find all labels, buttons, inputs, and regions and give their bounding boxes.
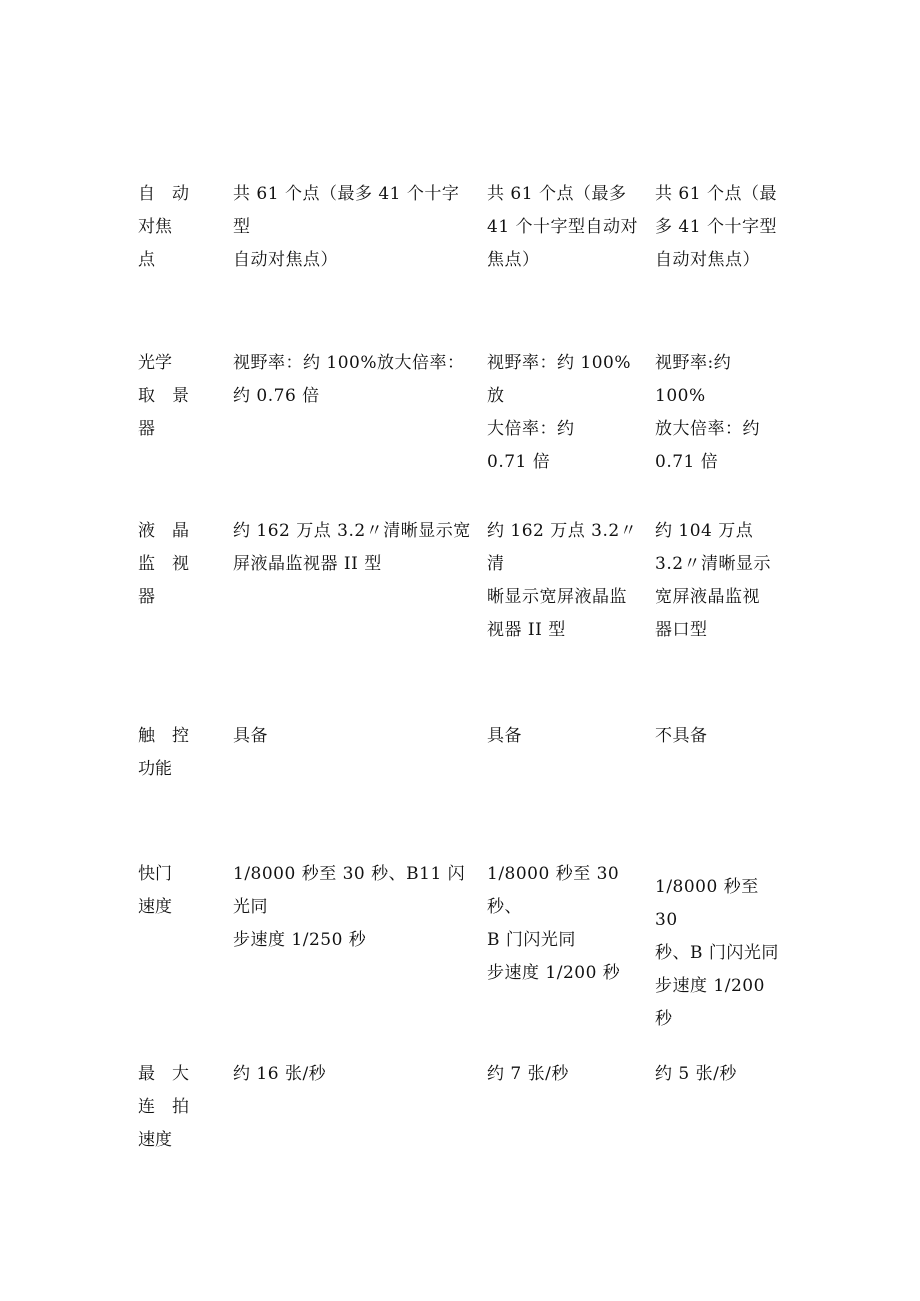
model-3-value: 约 104 万点 3.2〃清晰显示 宽屏液晶监视 器口型 bbox=[655, 521, 772, 640]
model-2-value: 视野率：约 100%放 大倍率：约 0.71 倍 bbox=[487, 353, 632, 472]
model-3-value: 1/8000 秒至 30 秒、B 门闪光同 步速度 1/200 秒 bbox=[655, 877, 779, 1029]
model-3-value: 约 5 张/秒 bbox=[655, 1064, 737, 1084]
row-label: 光学 取 景 器 bbox=[138, 353, 189, 439]
row-label: 自 动 对焦 点 bbox=[138, 184, 189, 270]
model-1-value: 具备 bbox=[233, 726, 268, 746]
model-3-value: 共 61 个点（最 多 41 个十字型 自动对焦点） bbox=[655, 184, 777, 270]
row-label: 最 大 连 拍 速度 bbox=[138, 1064, 189, 1150]
row-label: 快门 速度 bbox=[138, 864, 172, 917]
model-2-value: 共 61 个点（最多 41 个十字型自动对 焦点） bbox=[487, 184, 639, 270]
model-2-value: 约 7 张/秒 bbox=[487, 1064, 569, 1084]
model-1-value: 约 16 张/秒 bbox=[233, 1064, 327, 1084]
model-3-value: 视野率:约 100% 放大倍率：约 0.71 倍 bbox=[655, 353, 760, 472]
model-2-value: 具备 bbox=[487, 726, 522, 746]
model-2-value: 约 162 万点 3.2〃清 晰显示宽屏液晶监 视器 II 型 bbox=[487, 521, 638, 640]
model-3-value: 不具备 bbox=[655, 726, 708, 746]
model-1-value: 共 61 个点（最多 41 个十字型 自动对焦点） bbox=[233, 184, 460, 270]
row-label: 触 控 功能 bbox=[138, 726, 189, 779]
model-1-value: 1/8000 秒至 30 秒、B11 闪光同 步速度 1/250 秒 bbox=[233, 864, 466, 950]
model-2-value: 1/8000 秒至 30 秒、 B 门闪光同 步速度 1/200 秒 bbox=[487, 864, 621, 983]
model-1-value: 约 162 万点 3.2〃清晰显示宽 屏液晶监视器 II 型 bbox=[233, 521, 471, 574]
row-label: 液 晶 监 视 器 bbox=[138, 521, 189, 607]
model-1-value: 视野率：约 100%放大倍率： 约 0.76 倍 bbox=[233, 353, 465, 406]
